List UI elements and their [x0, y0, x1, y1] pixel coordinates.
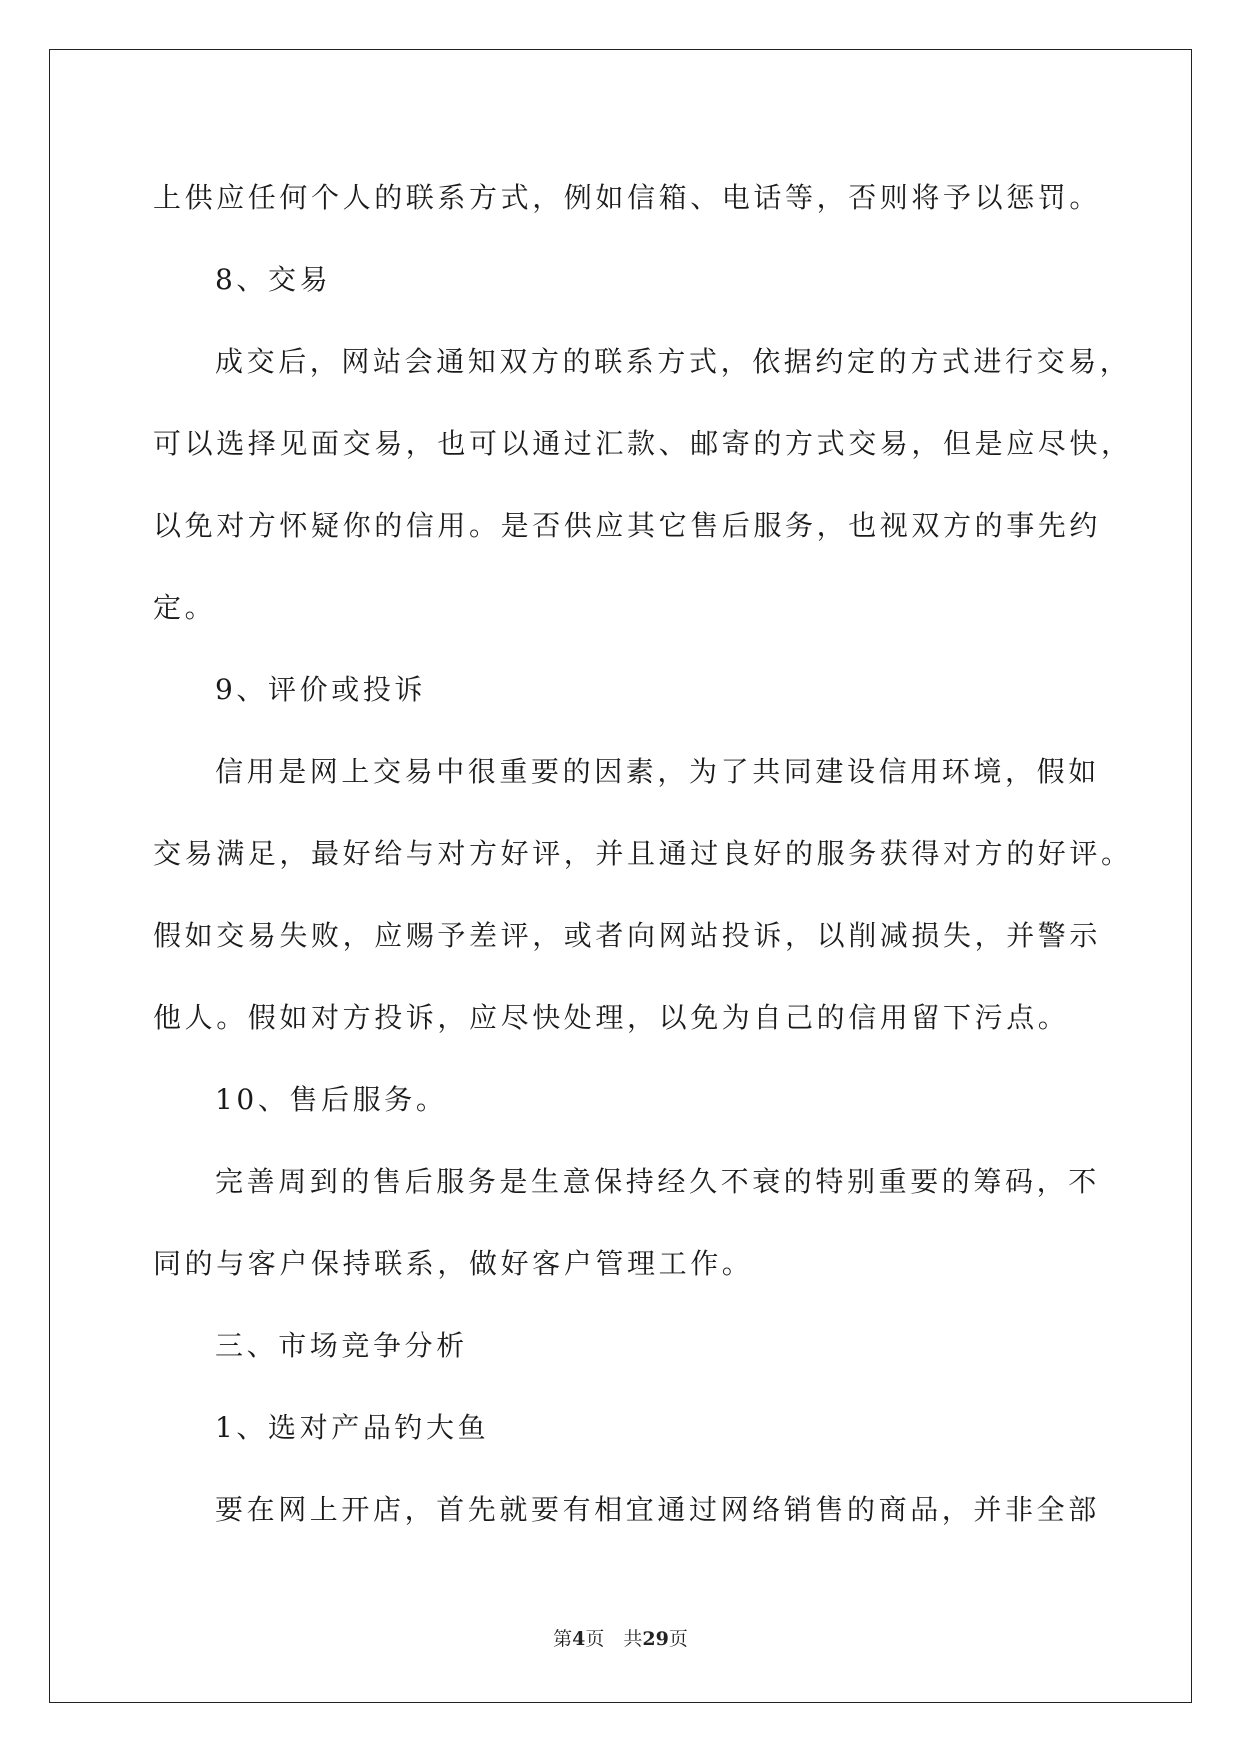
section-heading: 三、市场竞争分析 [215, 1329, 468, 1362]
text-line: 完善周到的售后服务是生意保持经久不衰的特别重要的筹码，不 [215, 1165, 1100, 1198]
text-line: 成交后，网站会通知双方的联系方式，依据约定的方式进行交易， [215, 345, 1132, 378]
footer-mid: 页 共 [585, 1628, 643, 1650]
text-line: 信用是网上交易中很重要的因素，为了共同建设信用环境，假如 [215, 755, 1100, 788]
total-pages-number: 29 [642, 1628, 669, 1650]
page-footer [0, 1624, 1241, 1651]
text-line: 以免对方怀疑你的信用。是否供应其它售后服务，也视双方的事先约 [153, 509, 1102, 542]
text-line: 交易满足，最好给与对方好评，并且通过良好的服务获得对方的好评。 [153, 837, 1133, 870]
footer-suffix: 页 [668, 1628, 688, 1650]
text-line: 同的与客户保持联系，做好客户管理工作。 [153, 1247, 754, 1280]
section-heading: 8、交易 [215, 263, 332, 296]
text-line: 假如交易失败，应赐予差评，或者向网站投诉，以削减损失，并警示 [153, 919, 1102, 952]
section-heading: 9、评价或投诉 [215, 673, 427, 706]
section-heading: 1、选对产品钓大鱼 [215, 1411, 490, 1444]
document-body [153, 157, 1133, 1551]
footer-prefix: 第 [553, 1628, 573, 1650]
current-page-number: 4 [572, 1628, 586, 1650]
section-heading: 10、售后服务。 [215, 1083, 448, 1116]
text-line: 可以选择见面交易，也可以通过汇款、邮寄的方式交易，但是应尽快， [153, 427, 1133, 460]
text-line: 上供应任何个人的联系方式，例如信箱、电话等，否则将予以惩罚。 [153, 181, 1102, 214]
text-line: 他人。假如对方投诉，应尽快处理，以免为自己的信用留下污点。 [153, 1001, 1070, 1034]
text-line: 定。 [153, 591, 217, 624]
text-line: 要在网上开店，首先就要有相宜通过网络销售的商品，并非全部 [215, 1493, 1100, 1526]
